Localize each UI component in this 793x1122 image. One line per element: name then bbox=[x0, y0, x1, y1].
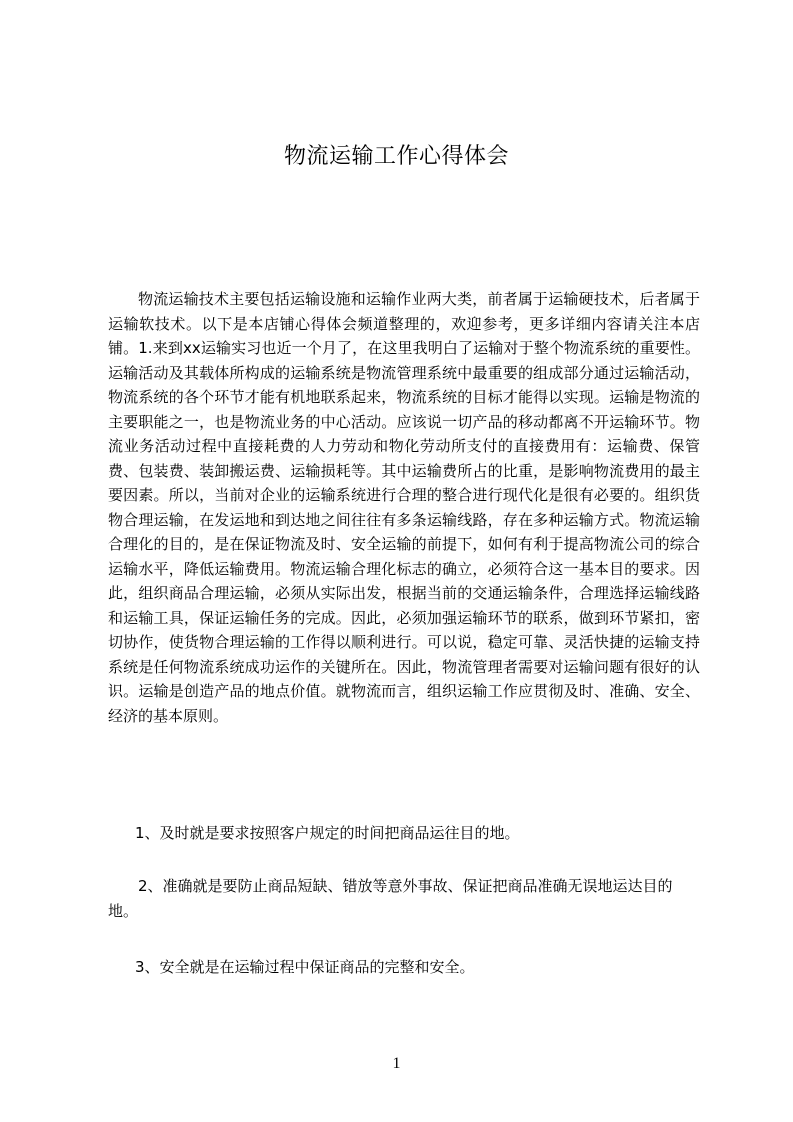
principle-item-safe: 3、安全就是在运输过程中保证商品的完整和安全。 bbox=[135, 958, 475, 976]
page-number: 1 bbox=[392, 1055, 401, 1072]
principle-item-timely: 1、及时就是要求按照客户规定的时间把商品运往目的地。 bbox=[135, 824, 520, 842]
principle-item-accurate: 2、准确就是要防止商品短缺、错放等意外事故、保证把商品准确无误地运达目的地。 bbox=[108, 877, 673, 920]
body-paragraph: 物流运输技术主要包括运输设施和运输作业两大类，前者属于运输硬技术，后者属于运输软技术。以下是本店铺心得体会频道整理的，欢迎参考，更多详细内容请关注本店铺。1.来到xx运输实习也近一个月了，在这里我明白了运输对于整个物流系统的重要性。运输活动及其载体所构成的运输系统是物流管理系统中最重要的组成部分通过运输活动，物流系统的各个环节才能有机地联系起来，物流系统的目标才能得以实现。运输是物流的主要职能之一，也是物流业务的中心活动。应该说一切产品的移动都离不开运输环节。物流业务活动过程中直接耗费的人力劳动和物化劳动所支付的直接费用有：运输费、保管费、包装费、装卸搬运费、运输损耗等。其中运输费所占的比重，是影响物流费用的最主要因素。所以，当前对企业的运输系统进行合理的整合进行现代化是很有必要的。组织货物合理运输，在发运地和到达地之间往往有多条运输线路，存在多种运输方式。物流运输合理化的目的，是在保证物流及时、安全运输的前提下，如何有利于提高物流公司的综合运输水平，降低运输费用。物流运输合理化标志的确立，必须符合这一基本目的要求。因此，组织商品合理运输，必须从实际出发，根据当前的交通运输条件，合理选择运输线路和运输工具，保证运输任务的完成。因此，必须加强运输环节的联系，做到环节紧扣，密切协作，使货物合理运输的工作得以顺利进行。可以说，稳定可靠、灵活快捷的运输支持系统是任何物流系统成功运作的关键所在。因此，物流管理者需要对运输问题有很好的认识。运输是创造产品的地点价值。就物流而言，组织运输工作应贯彻及时、准确、安全、经济的基本原则。 bbox=[108, 290, 700, 725]
document-title: 物流运输工作心得体会 bbox=[283, 144, 509, 169]
